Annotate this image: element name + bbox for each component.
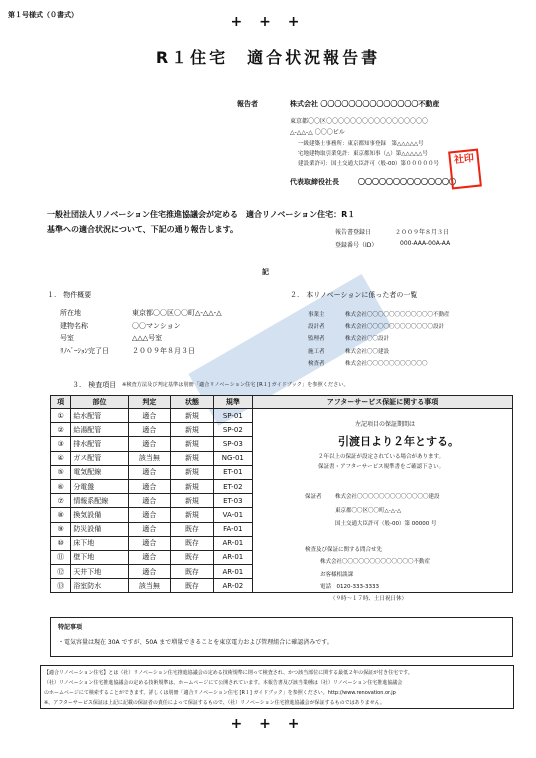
table-cell: 既存 (171, 550, 214, 564)
table-cell: 適合 (128, 550, 171, 564)
table-cell: AR-02 (213, 579, 252, 593)
remarks-text: ・電気容量は現在 30A ですが、50A まで増量できることを東京電力および管理組合に確認済みです。 (58, 639, 333, 646)
table-cell: 適合 (128, 536, 171, 550)
property-value: ２００９年８月３日 (132, 346, 195, 355)
table-cell: ③ (51, 437, 71, 451)
table-cell: FA-01 (213, 522, 252, 536)
table-cell: ⑧ (51, 508, 71, 522)
table-cell: 天井下地 (71, 565, 128, 579)
table-cell: AR-01 (213, 536, 252, 550)
warranty-line4: 保証書・アフターサービス規準書をご確認下さい。 (318, 464, 445, 470)
table-cell: 適合 (128, 522, 171, 536)
footer-line3: のホームページにて検索することができます。詳しくは別冊「適合リノベーション住宅 [R１] ガイドブック」を参照ください。http://www.renovation.or.jp (44, 690, 396, 696)
table-cell: ガス配管 (71, 451, 128, 465)
table-cell: 該当無 (128, 579, 171, 593)
table-cell: 適合 (128, 565, 171, 579)
table-cell: 既存 (171, 536, 214, 550)
warranty-line3: ２年以上の保証が設定されている場合があります。 (318, 454, 445, 460)
intro-line2: 基準への適合状況について、下記の通り報告します。 (47, 225, 239, 234)
party-name: 株式会社〇〇設計 (345, 336, 390, 343)
table-cell: 分電盤 (71, 479, 128, 493)
table-cell: 適合 (128, 465, 171, 479)
intro-line1: 一般社団法人リノベーション住宅推進協議会が定める 適合リノベーション住宅：R１ (47, 210, 356, 219)
property-label: ﾘﾉﾍﾞｰｼｮﾝ完了日 (60, 346, 109, 355)
property-value: △△△号室 (132, 334, 163, 342)
table-cell: ② (51, 423, 71, 437)
party-role: 施工者 (308, 348, 325, 355)
reg-no: 000-AAA-00A-AA (400, 240, 451, 247)
table-cell: AR-01 (213, 550, 252, 564)
party-name: 株式会社〇〇〇〇〇〇〇〇〇〇〇〇不動産 (345, 312, 450, 318)
table-cell: SP-02 (213, 423, 252, 437)
contact-hours: （９時～１７時、土日祝日休） (330, 596, 408, 602)
table-cell: ⑫ (51, 565, 71, 579)
contact-dept: お客様相談課 (320, 572, 354, 578)
table-cell: ⑬ (51, 579, 71, 593)
party-name: 株式会社〇〇建設 (345, 348, 390, 355)
contact-label: 検査及び保証に関する問合せ先 (305, 547, 383, 553)
party-role: 検査者 (308, 360, 325, 367)
section2-heading: ２. 本リノベーションに係った者の一覧 (290, 291, 418, 299)
table-cell: ⑦ (51, 494, 71, 508)
table-cell: 新規 (171, 437, 214, 451)
property-label: 建物名称 (60, 321, 88, 330)
table-cell: 防災設備 (71, 522, 128, 536)
section3-heading: ３. 検査項目 (72, 381, 117, 389)
reporter-license3: 建設業許可：国土交通大臣許可（般-00）第０００００号 (298, 161, 439, 167)
table-cell: 既存 (171, 522, 214, 536)
column-header: 項 (51, 396, 71, 409)
table-cell: 適合 (128, 494, 171, 508)
column-header: 部位 (71, 396, 128, 409)
table-cell: 情報系配線 (71, 494, 128, 508)
table-cell: SP-01 (213, 409, 252, 423)
property-label: 号室 (60, 334, 74, 342)
table-cell: 新規 (171, 494, 214, 508)
inspection-table (50, 395, 513, 593)
table-cell: ET-02 (213, 479, 252, 493)
party-name: 株式会社〇〇〇〇〇〇〇〇〇〇〇 (345, 360, 428, 367)
guarantor-license: 国土交通大臣許可（般-00）第 00000 号 (335, 521, 437, 527)
table-cell: AR-01 (213, 565, 252, 579)
reporter-label: 報告者 (237, 100, 258, 108)
footer-line4: ※、アフターサービス保証は上記に記載の保証者の責任によって保証するもので、（社）リノベーション住宅推進協議会が保証するものではありません。 (44, 700, 385, 706)
table-cell: ① (51, 409, 71, 423)
company-seal: 社印 (448, 149, 482, 190)
table-cell: 新規 (171, 479, 214, 493)
page-title: R１住宅 適合状況報告書 (155, 48, 381, 67)
column-header: 判定 (128, 396, 171, 409)
table-cell: 電気配線 (71, 465, 128, 479)
reporter-license2: 宅地建物取引業免許：東京都知事（△）第△△△△△号 (298, 151, 428, 157)
table-cell: ⑩ (51, 536, 71, 550)
guarantor-address: 東京都〇〇区〇〇町△-△-△ (335, 508, 402, 514)
contact-company: 株式会社〇〇〇〇〇〇〇〇〇〇〇〇〇不動産 (320, 559, 431, 565)
reporter-address2: △-△△-△ 〇〇〇ビル (290, 129, 345, 136)
guarantor-label: 保証者 (305, 494, 322, 500)
table-cell: ⑪ (51, 550, 71, 564)
table-cell: 適合 (128, 479, 171, 493)
party-name: 株式会社〇〇〇〇〇〇〇〇〇〇〇〇設計 (345, 324, 445, 331)
ki-heading: 記 (262, 268, 269, 276)
table-cell: ET-03 (213, 494, 252, 508)
table-cell: ⑨ (51, 522, 71, 536)
table-cell: 新規 (171, 465, 214, 479)
table-cell: 浴室防水 (71, 579, 128, 593)
reg-no-label: 登録番号（ID） (335, 242, 378, 249)
table-row (51, 409, 513, 423)
section1-heading: １. 物件概要 (47, 291, 92, 299)
table-cell: 換気設備 (71, 508, 128, 522)
table-cell: 該当無 (128, 451, 171, 465)
warranty-line1: 左記項目の保証期間は (355, 421, 416, 428)
bottom-ornament: + + + (230, 716, 306, 732)
column-header: アフターサービス保証に関する事項 (252, 396, 512, 409)
representative-label: 代表取締役社長 (290, 178, 339, 186)
table-cell: 適合 (128, 508, 171, 522)
table-cell: 適合 (128, 409, 171, 423)
reporter-license1: 一級建築士事務所：東京都知事登録 第△△△△△号 (298, 141, 424, 147)
table-cell: 給湯配管 (71, 423, 128, 437)
report-date: ２００９年８月３日 (395, 229, 450, 236)
top-ornament: + + + (230, 14, 306, 30)
table-cell: 新規 (171, 409, 214, 423)
party-role: 事業主 (308, 312, 325, 318)
footer-line1: 【適合リノベーション住宅】とは（社）リノベーション住宅推進協議会の定める技術規準に則って検査され、かつ該当部位に関する最低２年の保証が付き住宅です。 (44, 670, 413, 676)
reporter-address1: 東京都〇〇区〇〇〇〇〇〇〇〇〇〇〇〇〇〇〇〇〇 (290, 118, 429, 125)
report-date-label: 報告書登録日 (335, 229, 372, 236)
table-cell: 給水配管 (71, 409, 128, 423)
property-label: 所在地 (60, 309, 81, 317)
table-cell: ④ (51, 451, 71, 465)
table-cell: 壁下地 (71, 550, 128, 564)
table-cell: VA-01 (213, 508, 252, 522)
column-header: 規準 (213, 396, 252, 409)
table-cell: 排水配管 (71, 437, 128, 451)
section3-note: ※検査方法及び判定基準は別冊「適合リノベーション住宅 [R１] ガイドブック」を参照ください。 (122, 382, 349, 388)
party-role: 監理者 (308, 336, 325, 343)
table-cell: 既存 (171, 579, 214, 593)
contact-phone: 電話 0120-333-3333 (320, 584, 379, 590)
table-cell: ⑥ (51, 479, 71, 493)
footer-line2: （社）リノベーション住宅推進協議会の定める技術規準は、ホームページにて公開されています。本報告書及び該当業種は（社）リノベーション住宅推進協議会 (44, 680, 403, 686)
table-cell: 既存 (171, 565, 214, 579)
table-cell: 適合 (128, 437, 171, 451)
remarks-heading: 特記事項 (58, 624, 83, 631)
table-cell: 新規 (171, 451, 214, 465)
reporter-company: 株式会社 〇〇〇〇〇〇〇〇〇〇〇〇〇〇不動産 (290, 100, 440, 108)
table-cell: 新規 (171, 508, 214, 522)
table-cell: NG-01 (213, 451, 252, 465)
table-cell: 床下地 (71, 536, 128, 550)
table-cell: ET-01 (213, 465, 252, 479)
table-cell: 新規 (171, 423, 214, 437)
table-cell: 適合 (128, 423, 171, 437)
representative-name: 〇〇〇〇〇〇〇〇〇〇〇〇〇〇 (358, 178, 456, 186)
party-role: 設計者 (308, 324, 325, 331)
form-number: 第１号様式（０書式） (8, 11, 78, 19)
property-value: 〇〇マンション (132, 321, 181, 330)
guarantor-name: 株式会社〇〇〇〇〇〇〇〇〇〇〇〇〇建設 (335, 494, 440, 500)
table-cell: SP-03 (213, 437, 252, 451)
warranty-line2: 引渡日より２年とする。 (338, 435, 459, 448)
column-header: 状態 (171, 396, 214, 409)
table-cell: ⑤ (51, 465, 71, 479)
property-value: 東京都〇〇区〇〇町△-△△-△ (132, 309, 222, 317)
